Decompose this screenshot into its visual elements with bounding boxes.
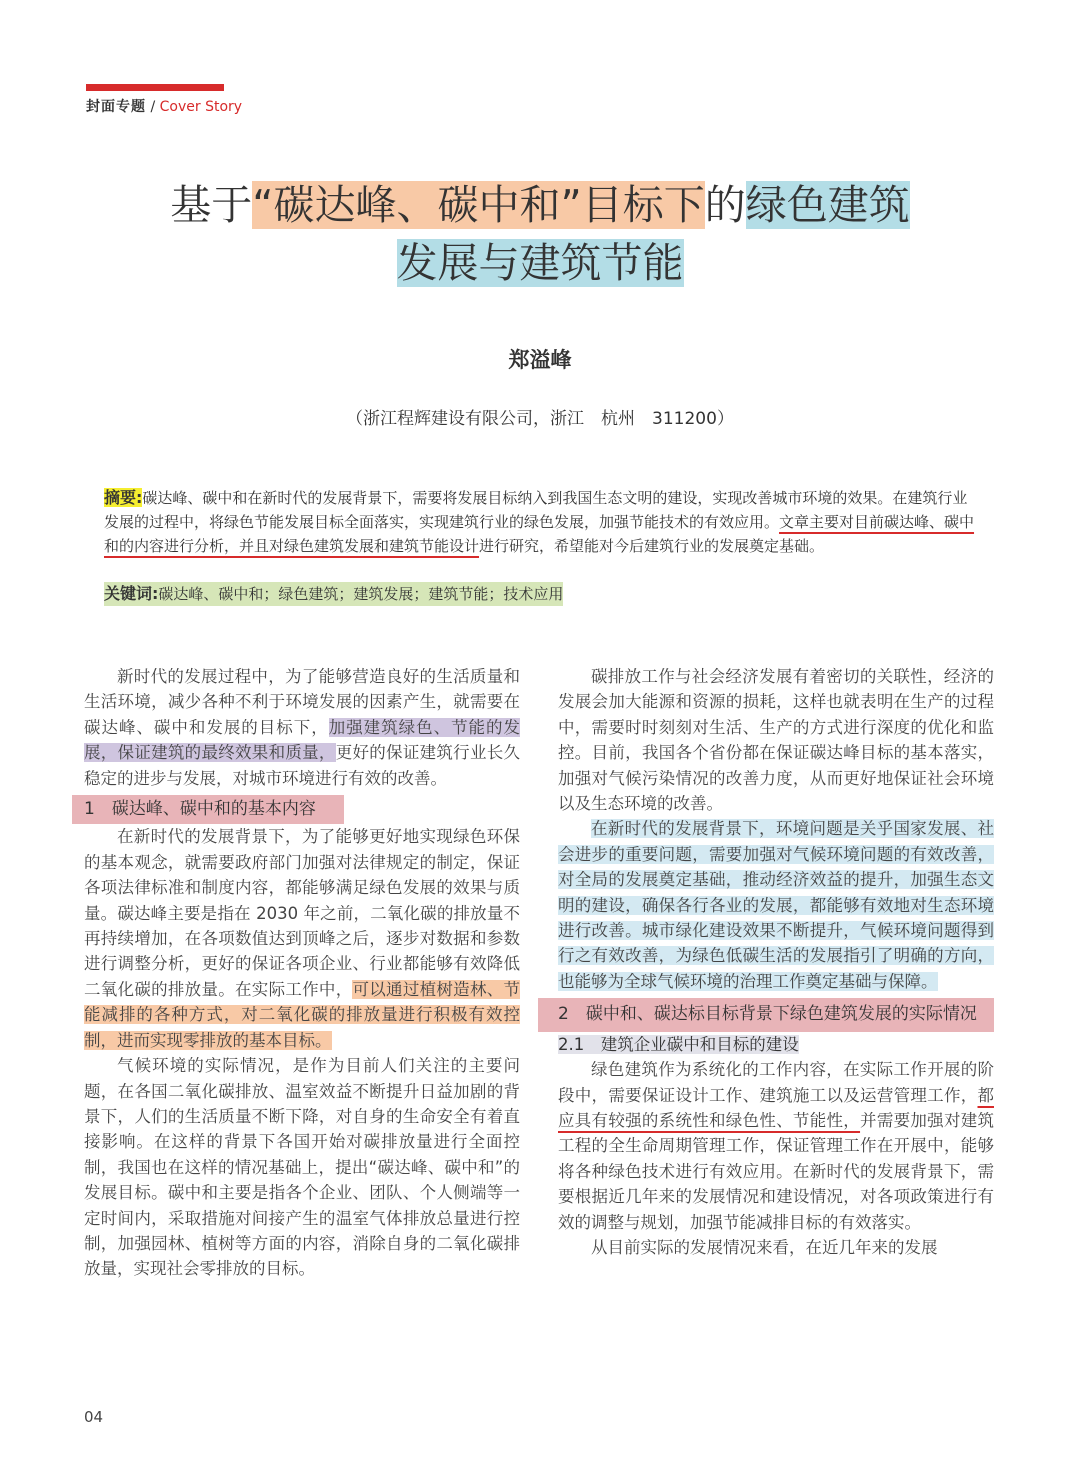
left-p1-text: 新时代的发展过程中，为了能够营造良好的生活质量和生活环境，减少各种不利于环境发展的因素产生，就需要在碳达峰、碳中和发展的目标下， bbox=[84, 667, 520, 737]
abstract-text-underlined: 文章主要对目前碳达峰、碳中和的内容进行分析，并且对绿色建筑发展和建筑节能设计 bbox=[104, 513, 975, 555]
title-part4-highlighted: 绿色建筑 bbox=[745, 181, 910, 229]
left-column bbox=[84, 664, 520, 1282]
keywords bbox=[104, 582, 563, 606]
right-p2-highlight: 在新时代的发展背景下，环境问题是关乎国家发展、社会进步的重要问题，需要加强对气候环境问题的有效改善，对全局的发展奠定基础，推动经济效益的提升，加强生态文明的建设，确保各行各业的发展，都能够有效地对生态环境进行改善。城市绿化建设效果不断提升，气候环境问题得到行之有效改善，为绿色低碳生活的发展指引了明确的方向，也能够为全球气候环境的治理工作奠定基础与保障。 bbox=[558, 819, 994, 991]
page-number: 04 bbox=[84, 1408, 104, 1426]
article-title-line1 bbox=[0, 172, 1080, 231]
right-paragraph-3 bbox=[558, 1057, 994, 1235]
header-red-bar bbox=[86, 84, 224, 91]
left-paragraph-1 bbox=[84, 664, 520, 791]
left-p1-highlight: 加强建筑绿色、节能的发展，保证建筑的最终效果和质量， bbox=[84, 717, 521, 763]
title-part1: 基于 bbox=[170, 181, 253, 229]
title-line2-highlighted: 发展与建筑节能 bbox=[396, 239, 684, 287]
left-paragraph-2 bbox=[84, 824, 520, 1053]
keywords-label: 关键词: bbox=[104, 584, 159, 603]
right-p3-text: 绿色建筑作为系统化的工作内容，在实际工作开展的阶段中，需要保证设计工作、建筑施工以及运营管理工作， bbox=[558, 1060, 994, 1105]
author-name: 郑溢峰 bbox=[508, 348, 572, 372]
title-part2-highlighted: “碳达峰、碳中和”目标下 bbox=[252, 181, 705, 229]
left-paragraph-3: 气候环境的实际情况，是作为目前人们关注的主要问题，在各国二氧化碳排放、温室效益不断提升日益加剧的背景下，人们的生活质量不断下降，对自身的生命安全有着直接影响。在这样的背景下各国开始对碳排放量进行全面控制，我国也在这样的情况基础上，提出“碳达峰、碳中和”的发展目标。碳中和主要是指各个企业、团队、个人侧端等一定时间内，采取措施对间接产生的温室气体排放总量进行控制，加强园林、植树等方面的内容，消除自身的二氧化碳排放量，实现社会零排放的目标。 bbox=[84, 1056, 520, 1279]
left-p2-text: 在新时代的发展背景下，为了能够更好地实现绿色环保的基本观念，就需要政府部门加强对法律规定的制定，保证各项法律标准和制度内容，都能够满足绿色发展的效果与质量。碳达峰主要是指在 2030 年之前，二氧化碳的排放量不再持续增加，在各项数值达到顶峰之后，逐步对数据和参数进行调整分析，更好的保证各项企业、行业都能够有效降低二氧化碳的排放量。在实际工作中， bbox=[84, 827, 520, 999]
right-paragraph-2 bbox=[558, 816, 994, 994]
subsection-heading-text: 2.1 建筑企业碳中和目标的建设 bbox=[558, 1034, 799, 1054]
subsection-heading-2-1 bbox=[558, 1032, 994, 1057]
section-label-zh: 封面专题 bbox=[86, 99, 146, 115]
section-label-sep: / bbox=[146, 99, 160, 115]
author-affiliation: （浙江程辉建设有限公司，浙江 杭州 311200） bbox=[346, 409, 734, 429]
right-paragraph-1: 碳排放工作与社会经济发展有着密切的关联性，经济的发展会加大能源和资源的损耗，这样也就表明在生产的过程中，需要时时刻刻对生活、生产的方式进行深度的优化和监控。目前，我国各个省份都在保证碳达峰目标的基本落实，加强对气候污染情况的改善力度，从而更好地保证社会环境以及生态环境的改善。 bbox=[558, 667, 994, 814]
section-heading-2: 2 碳中和、碳达标目标背景下绿色建筑发展的实际情况 bbox=[538, 998, 994, 1031]
section-label-en: Cover Story bbox=[159, 99, 243, 115]
abstract-label: 摘要: bbox=[104, 488, 143, 507]
abstract-text-part1: 碳达峰、碳中和在新时代的发展背景下，需要将发展目标纳入到我国生态文明的建设，实现改善城市环境的效果。在建筑行业发展的过程中，将绿色节能发展目标全面落实，实现建筑行业的绿色发展，加强节能技术的有效应用。 bbox=[104, 489, 968, 531]
abstract bbox=[104, 486, 976, 558]
left-p1-text-end: 更好的保证建筑行业长久稳定的进步与发展，对城市环境进行有效的改善。 bbox=[84, 743, 521, 788]
right-column bbox=[558, 664, 994, 1260]
abstract-text-part3: 进行研究，希望能对今后建筑行业的发展奠定基础。 bbox=[479, 537, 825, 555]
right-p3-underlined: 都应具有较强的系统性和绿色性、节能性， bbox=[558, 1085, 994, 1130]
right-paragraph-4: 从目前实际的发展情况来看，在近几年来的发展 bbox=[591, 1237, 938, 1257]
keywords-text: 碳达峰、碳中和；绿色建筑；建筑发展；建筑节能；技术应用 bbox=[158, 585, 564, 603]
article-title-line2 bbox=[0, 230, 1080, 289]
title-part3: 的 bbox=[704, 181, 746, 229]
section-label bbox=[86, 96, 242, 116]
section-heading-1: 1 碳达峰、碳中和的基本内容 bbox=[72, 795, 344, 824]
left-p2-highlight: 可以通过植树造林、节能减排的各种方式，对二氧化碳的排放量进行积极有效控制，进而实现零排放的基本目标。 bbox=[84, 979, 521, 1050]
right-p3-text-end: 并需要加强对建筑工程的全生命周期管理工作，保证管理工作在开展中，能够将各种绿色技术进行有效应用。在新时代的发展背景下，需要根据近几年来的发展情况和建设情况，对各项政策进行有效的调整与规划，加强节能减排目标的有效落实。 bbox=[558, 1110, 995, 1232]
